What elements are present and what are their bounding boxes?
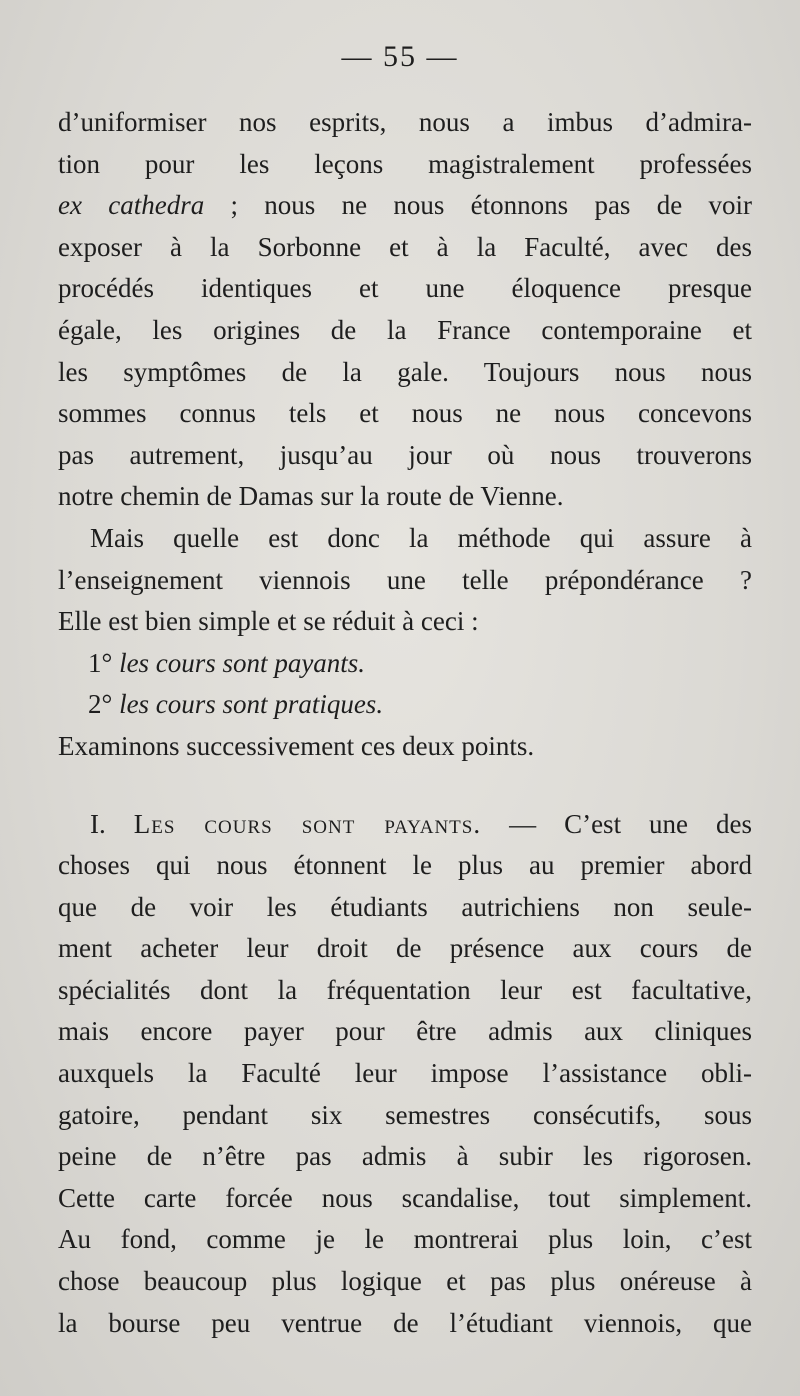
text-line: que de voir les étudiants autrichiens non seule- — [58, 891, 752, 922]
text-line: spécialités dont la fréquentation leur est facultative, — [58, 974, 752, 1005]
text-line: Au fond, comme je le montrerai plus loin, c’est — [58, 1224, 752, 1255]
text-line: notre chemin de Damas sur la route de Vienne. — [58, 481, 564, 512]
paragraph-2 — [58, 518, 752, 768]
page-body — [58, 102, 752, 1344]
list-item: 1° les cours sont payants. — [88, 647, 366, 678]
text-line: auxquels la Faculté leur impose l’assistance obli- — [58, 1058, 752, 1089]
text-line: la bourse peu ventrue de l’étudiant viennois, que — [58, 1307, 752, 1338]
text-line: procédés identiques et une éloquence presque — [58, 273, 752, 304]
text-line: tion pour les leçons magistralement professées — [58, 148, 752, 179]
text-line: Cette carte forcée nous scandalise, tout simplement. — [58, 1182, 752, 1213]
text-line: Examinons successivement ces deux points. — [58, 730, 535, 761]
page-number: — 55 — — [341, 40, 459, 73]
paragraph-3 — [58, 804, 752, 1345]
small-caps-heading: Les cours sont payants. — [133, 808, 482, 839]
italic-phrase: les cours sont payants. — [119, 647, 366, 678]
text-line: Elle est bien simple et se réduit à ceci : — [58, 606, 479, 637]
italic-phrase: ex cathedra — [58, 190, 205, 221]
text-line: égale, les origines de la France contemporaine et — [58, 314, 752, 345]
text-line: ex cathedra ; nous ne nous étonnons pas de voir — [58, 190, 752, 221]
text-line: choses qui nous étonnent le plus au premier abord — [58, 850, 752, 881]
section-gap — [58, 768, 752, 804]
text-line: ment acheter leur droit de présence aux cours de — [58, 933, 752, 964]
section-heading-line: I. Les cours sont payants. — C’est une des — [90, 808, 752, 839]
text-line: d’uniformiser nos esprits, nous a imbus d’admira- — [58, 107, 752, 137]
italic-phrase: les cours sont pratiques. — [119, 689, 384, 720]
paragraph-1 — [58, 102, 752, 518]
text-line: mais encore payer pour être admis aux cliniques — [58, 1016, 752, 1047]
text-line: pas autrement, jusqu’au jour où nous trouverons — [58, 439, 752, 470]
text-line: Mais quelle est donc la méthode qui assure à — [90, 522, 752, 553]
text-line: chose beaucoup plus logique et pas plus onéreuse à — [58, 1266, 752, 1297]
text-line: les symptômes de la gale. Toujours nous nous — [58, 356, 752, 387]
text-line: exposer à la Sorbonne et à la Faculté, avec des — [58, 231, 752, 262]
text-line: sommes connus tels et nous ne nous concevons — [58, 398, 752, 429]
list-item: 2° les cours sont pratiques. — [88, 689, 384, 720]
text-line: l’enseignement viennois une telle prépondérance ? — [58, 564, 752, 595]
text-line: gatoire, pendant six semestres consécutifs, sous — [58, 1099, 752, 1130]
text-line: peine de n’être pas admis à subir les rigorosen. — [58, 1141, 752, 1172]
